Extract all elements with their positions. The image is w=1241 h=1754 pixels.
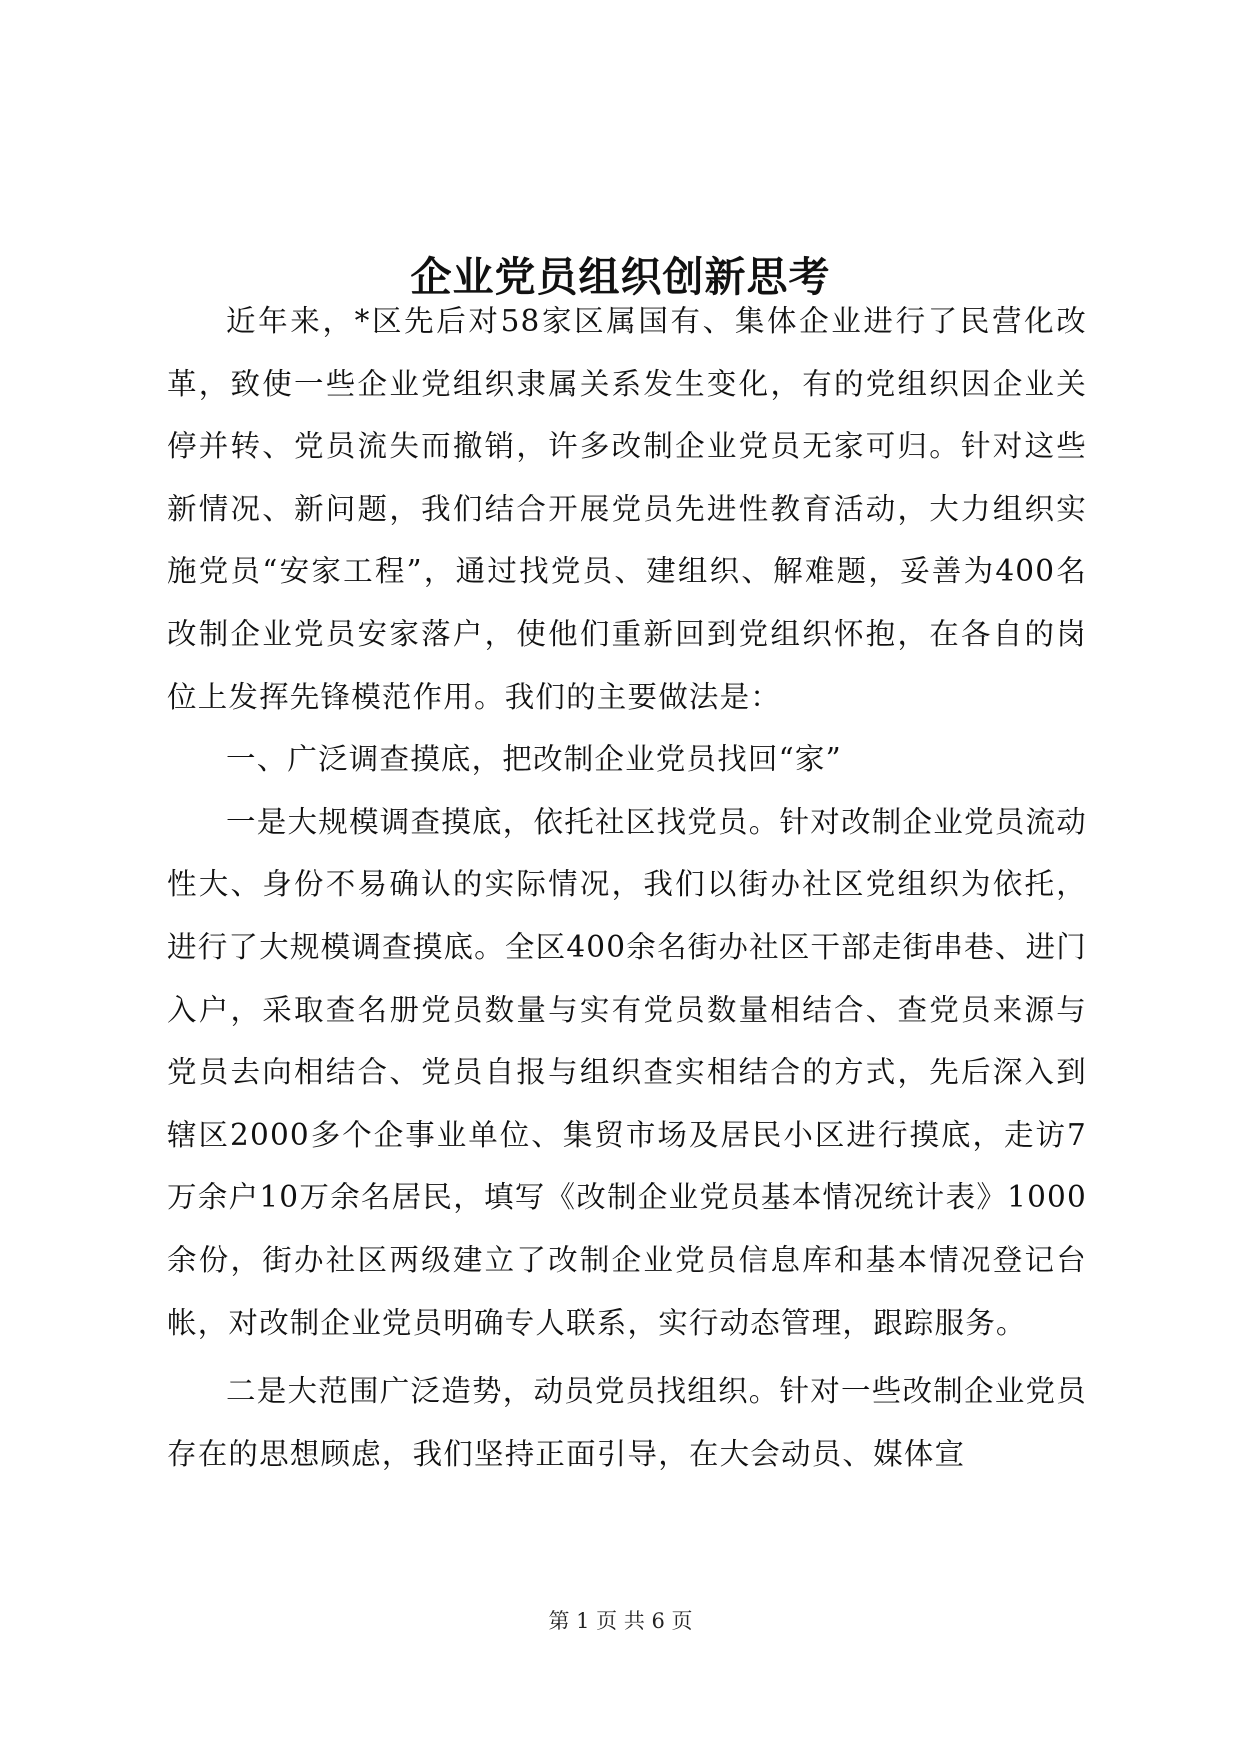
paragraph-point-1: 一是大规模调查摸底，依托社区找党员。针对改制企业党员流动性大、身份不易确认的实际情况，我们以街办社区党组织为依托，进行了大规模调查摸底。全区400余名街办社区干部走街串巷、进门入户，采取查名册党员数量与实有党员数量相结合、查党员来源与党员去向相结合、党员自报与组织查实相结合的方式，先后深入到辖区2000多个企事业单位、集贸市场及居民小区进行摸底，走访7万余户10万余名居民，填写《改制企业党员基本情况统计表》1000余份，街办社区两级建立了改制企业党员信息库和基本情况登记台帐，对改制企业党员明确专人联系，实行动态管理，跟踪服务。 — [167, 804, 1087, 1340]
paragraph-point-2: 二是大范围广泛造势，动员党员找组织。针对一些改制企业党员存在的思想顾虑，我们坚持正面引导，在大会动员、媒体宣 — [167, 1374, 1087, 1471]
paragraph-intro: 近年来，*区先后对58家区属国有、集体企业进行了民营化改革，致使一些企业党组织隶属关系发生变化，有的党组织因企业关停并转、党员流失而撤销，许多改制企业党员无家可归。针对这些新情况、新问题，我们结合开展党员先进性教育活动，大力组织实施党员“安家工程”，通过找党员、建组织、解难题，妥善为400名改制企业党员安家落户，使他们重新回到党组织怀抱，在各自的岗位上发挥先锋模范作用。我们的主要做法是： — [167, 304, 1087, 714]
document-body — [167, 290, 1087, 1485]
section-heading-1: 一、广泛调查摸底，把改制企业党员找回“家” — [226, 742, 842, 777]
document-title: 企业党员组织创新思考 — [410, 253, 831, 302]
page-number-footer: 第 1 页 共 6 页 — [548, 1609, 693, 1633]
